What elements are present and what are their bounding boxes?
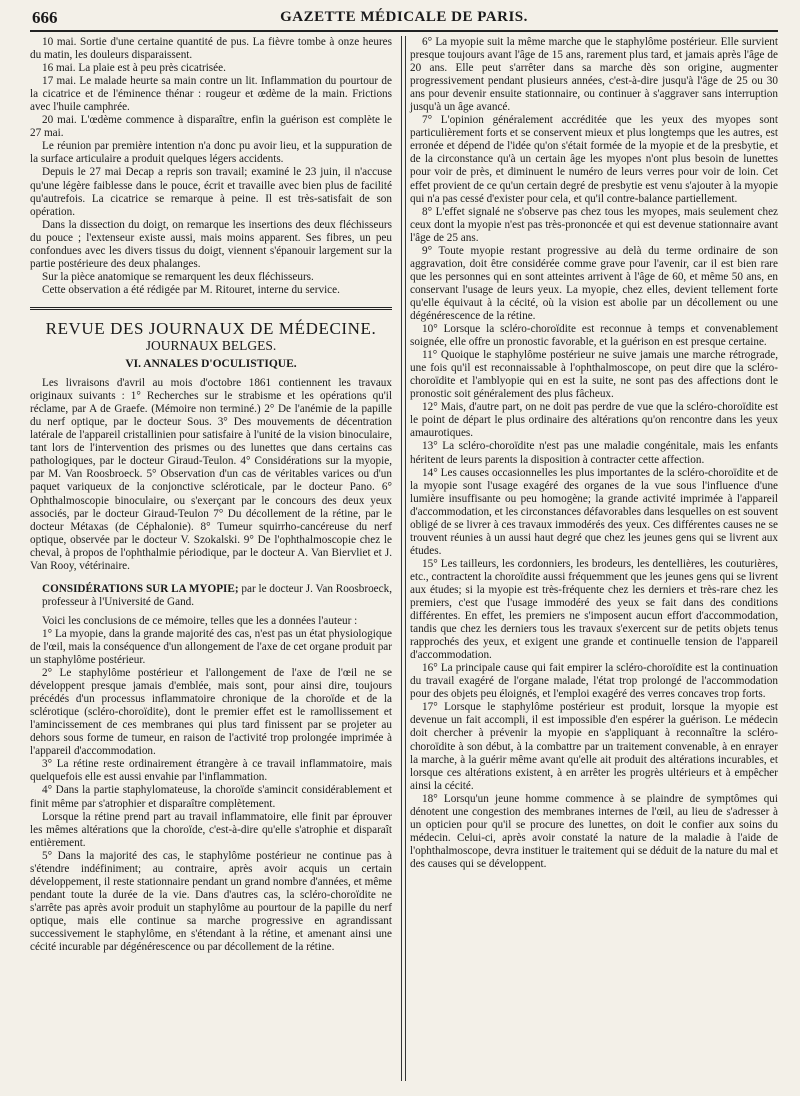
paragraph: 2° Le staphylôme postérieur et l'allongement de l'axe de l'œil ne se développent presque jamais d'emblée, mais sont, pour ainsi dire, toujours précédés d'un processus inflammatoire chronique de la choroïde et de la sclérotique (scléro-choroïdite), dont le premier effet est le ramollissement et l'amincissement de ces membranes qui plus tard finissent par se projeter au dehors sous forme de tumeur, en raison de l'activité trop prolongée imprimée à l'appareil d'accommodation. — [30, 667, 392, 758]
paragraph: Cette observation a été rédigée par M. Ritouret, interne du service. — [42, 283, 340, 296]
paragraph: Dans la dissection du doigt, on remarque les insertions des deux fléchisseurs du pouce ; l'extenseur existe aussi, mais moins apparent. Ses fibres, un peu confondues avec les divers tissus du doigt, viennent s'épanouir largement sur la partie postérieure des deux phalanges. — [30, 218, 392, 270]
article-conclusions — [30, 615, 392, 954]
paragraph: 15° Les tailleurs, les cordonniers, les brodeurs, les dentellières, les couturières, etc., contractent la choroïdite aussi fréquemment que les jeunes gens qui se livrent aux études; si la myopie est très-fréquente chez les derniers et très-rare chez les premiers, c'est que l'usage immodéré des yeux se fait dans des conditions différentes. En effet, les premiers ne s'imposent aucun effort d'accommodation, tandis que chez les derniers tous les travaux s'exercent sur de petits objets tenus rapprochés des yeux, et exigent une grande et continuelle tension de l'appareil d'accommodation. — [410, 557, 778, 662]
paragraph: 10 mai. Sortie d'une certaine quantité de pus. La fièvre tombe à onze heures du matin, les douleurs disparaissent. — [30, 36, 392, 62]
contents-summary — [30, 377, 392, 573]
paragraph: Lorsque la rétine prend part au travail inflammatoire, elle finit par éprouver les mêmes altérations que la choroïde, c'est-à-dire qu'elle s'atrophie et disparaît entièrement. — [30, 810, 392, 849]
paragraph: 6° La myopie suit la même marche que le staphylôme postérieur. Elle survient presque toujours avant l'âge de 15 ans, rarement plus tard, et jamais après l'âge de 20 ans. Elle peut s'arrêter dans sa marche dès son origine, augmenter progressivement pendant plusieurs années, c'est-à-dire jusqu'à l'âge de 25 ou 30 ans pour devenir ensuite stationnaire, ou continuer à s'aggraver sans interruption jusqu'à un âge avancé. — [410, 36, 778, 114]
paragraph: 16 mai. La plaie est à peu près cicatrisée. — [42, 62, 226, 75]
observation-text — [30, 36, 392, 297]
paragraph: 10° Lorsque la scléro-choroïdite est reconnue à temps et convenablement soignée, elle offre un pronostic favorable, et la guérison en est presque certaine. — [410, 323, 778, 349]
paragraph: 14° Les causes occasionnelles les plus importantes de la scléro-choroïdite et de la myopie sont l'usage exagéré des organes de la vue sous l'influence d'une lumière insuffisante ou peu homogène; la grande activité imprimée à l'appareil d'accommodation, et les circonstances défavorables dans lesquelles on est souvent obligé de se livrer à ces travaux immodérés des yeux. Ces différentes causes ne se trouvent réunies à un aussi haut degré que chez les jeunes gens qui se livrent aux études. — [410, 466, 778, 557]
revue-title: REVUE DES JOURNAUX DE MÉDECINE. — [45, 318, 377, 338]
article-conclusions-continued — [410, 36, 778, 871]
paragraph: 8° L'effet signalé ne s'observe pas chez tous les myopes, mais seulement chez ceux dont la myopie n'est pas très-prononcée et qui est devenue stationnaire avant l'âge de 25 ans. — [410, 205, 778, 244]
section-title: VI. ANNALES D'OCULISTIQUE. — [125, 358, 297, 371]
article-title — [30, 583, 392, 609]
paragraph: 7° L'opinion généralement accréditée que les yeux des myopes sont particulièrement forts et se conservent mieux et plus longtemps que les autres, est erronée et dépend de l'idée qu'on s'était formée de la myopie et de la presbytie, et de la circonstance qu'à un certain âge les myopes n'ont plus besoin de lunettes pour voir de près, et diminuent le numéro de leurs verres pour voir de loin. Cet effet provient de ce qu'un certain degré de presbytie est venu s'ajouter à la myopie qui n'a pas cessé d'exister pour cela, et qu'il contre-balance partiellement. — [410, 114, 778, 205]
paragraph: 20 mai. L'œdème commence à disparaître, enfin la guérison est complète le 27 mai. — [30, 114, 392, 140]
page-header — [30, 6, 778, 32]
paragraph: 4° Dans la partie staphylomateuse, la choroïde s'amincit considérablement et finit même par s'atrophier et disparaître complètement. — [30, 784, 392, 810]
paragraph: 11° Quoique le staphylôme postérieur ne suive jamais une marche rétrograde, une fois qu'il est reconnaissable à l'ophthalmoscope, on peut dire que la scléro-choroïdite et l'amblyopie qui en est la suite, ne sont pas des affections dont le pronostic soit généralement des plus fâcheux. — [410, 349, 778, 401]
paragraph: 5° Dans la majorité des cas, le staphylôme postérieur ne continue pas à s'étendre indéfiniment; au contraire, après avoir acquis un certain développement, il reste stationnaire pendant un grand nombre d'années, et même pendant toute la durée de la vie. Dans d'autres cas, la scléro-choroïdite ne s'arrête pas après avoir produit un staphylôme au pourtour de la papille du nerf optique, mais elle continue sa marche progressive en agrandissant successivement le staphylôme, en s'étendant à la rétine, et amenant ainsi une cécité incurable par dégénérescence ou par décollement de la rétine. — [30, 849, 392, 954]
left-column — [30, 36, 392, 954]
paragraph: 17 mai. Le malade heurte sa main contre un lit. Inflammation du pourtour de la cicatrice et de l'éminence thénar : rougeur et œdème de la main. Frictions avec l'huile camphrée. — [30, 75, 392, 114]
article-title-main: CONSIDÉRATIONS SUR LA MYOPIE; — [42, 582, 239, 595]
paragraph: Depuis le 27 mai Decap a repris son travail; examiné le 23 juin, il n'accuse qu'une légère faiblesse dans le pouce, écrit et travaille avec bien plus de facilité qu'autrefois. La cicatrice se remarque à peine. Il est très-satisfait de son opération. — [30, 166, 392, 218]
revue-subtitle: JOURNAUX BELGES. — [145, 337, 277, 353]
right-column — [410, 36, 778, 871]
column-divider — [401, 36, 406, 1081]
paragraph: 18° Lorsqu'un jeune homme commence à se plaindre de symptômes qui dénotent une congestion des membranes internes de l'œil, au lieu de s'adresser à un opticien pour qu'il se procure des lunettes, on doit le confier aux soins du médecin. Celui-ci, après avoir constaté la nature de la maladie à l'aide de l'ophthalmoscope, devra instituer le traitement qui se déduit de la nature du mal et des causes qui se développent. — [410, 792, 778, 870]
paragraph: 13° La scléro-choroïdite n'est pas une maladie congénitale, mais les enfants héritent de leurs parents la disposition à contracter cette affection. — [410, 440, 778, 466]
article-title-author: par le docteur J. Van Roosbroeck, professeur à l'Université de Gand. — [42, 582, 392, 608]
journal-title: GAZETTE MÉDICALE DE PARIS. — [280, 9, 528, 25]
section-divider — [30, 307, 392, 310]
paragraph: 12° Mais, d'autre part, on ne doit pas perdre de vue que la scléro-choroïdite est le point de départ le plus ordinaire des altérations qu'on rencontre dans les yeux amaurotiques. — [410, 401, 778, 440]
paragraph: 9° Toute myopie restant progressive au delà du terme ordinaire de son aggravation, doit être considérée comme grave pour l'avenir, car il est bien rare que les personnes qui en sont atteintes arrivent à l'âge de 60, et même 50 ans, en conservant l'usage de leurs yeux. La myopie, chez elles, devient tellement forte qu'elle équivaut à la cécité, où la vision est abolie par un décollement ou une dégénérescence de la rétine. — [410, 244, 778, 322]
page-number: 666 — [32, 8, 58, 27]
paragraph: 1° La myopie, dans la grande majorité des cas, n'est pas un état physiologique de l'œil, mais la conséquence d'un allongement de l'axe de cet organe produit par un staphylôme postérieur. — [30, 627, 392, 667]
paragraph: 17° Lorsque le staphylôme postérieur est produit, lorsque la myopie est devenue un fait accompli, il est impossible d'en espérer la guérison. Le médecin doit chercher à prévenir la myopie en s'appliquant à reconnaître la scléro-choroïdite à son début, à la combattre par un traitement convenable, à en enrayer la marche, à la guérir même avant qu'elle ait produit des altérations incurables, et lorsque ces altérations existent, à en arrêter les progrès ultérieurs et à empêcher ainsi la cécité. — [410, 701, 778, 792]
paragraph: Sur la pièce anatomique se remarquent les deux fléchisseurs. — [42, 270, 314, 283]
paragraph: 3° La rétine reste ordinairement étrangère à ce travail inflammatoire, mais quelquefois elle est aussi envahie par l'inflammation. — [30, 758, 392, 784]
paragraph: Le réunion par première intention n'a donc pu avoir lieu, et la suppuration de la surface articulaire a produit quelques légers accidents. — [30, 140, 392, 166]
paragraph: Voici les conclusions de ce mémoire, telles que les a données l'auteur : — [42, 614, 358, 627]
paragraph: Les livraisons d'avril au mois d'octobre 1861 contiennent les travaux originaux suivants : 1° Recherches sur le strabisme et les opérations qu'il réclame, par A de Graefe. (Mémoire non terminé.) 2° De l'anémie de la papille du nerf optique, par le docteur Sous. 3° Des mouvements de décentration latérale de l'appareil cristallinien pour satisfaire à l'unité de la vision binoculaire, tant lors de l'intervention des prismes ou des lunettes que dans certains cas pathologiques, par le docteur Giraud-Teulon. 4° Considérations sur la myopie, par M. Van Roosbroeck. 5° Observation d'un cas de véritables varices ou d'un paquet variqueux de la conjonctive scléroticale, par le docteur Pano. 6° Ophthalmoscopie binoculaire, ou s'exerçant par le concours des deux yeux associés, par le docteur Giraud-Teulon 7° Du décollement de la rétine, par le docteur Métaxas (de Céphalonie). 8° Tumeur squirrho-cancéreuse du nerf optique, observée par le docteur V. Szokalski. 9° De l'ophthalmoscopie chez le cheval, à propos de l'ophthalmie périodique, par le docteur A. Van Biervliet et J. Van Rooy, vétérinaire. — [30, 377, 392, 572]
paragraph: 16° La principale cause qui fait empirer la scléro-choroïdite est la continuation du travail exagéré de l'organe malade, l'état trop prolongé de l'accommodation pour des objets peu éloignés, et l'emploi exagéré des verres concaves trop forts. — [410, 662, 778, 701]
